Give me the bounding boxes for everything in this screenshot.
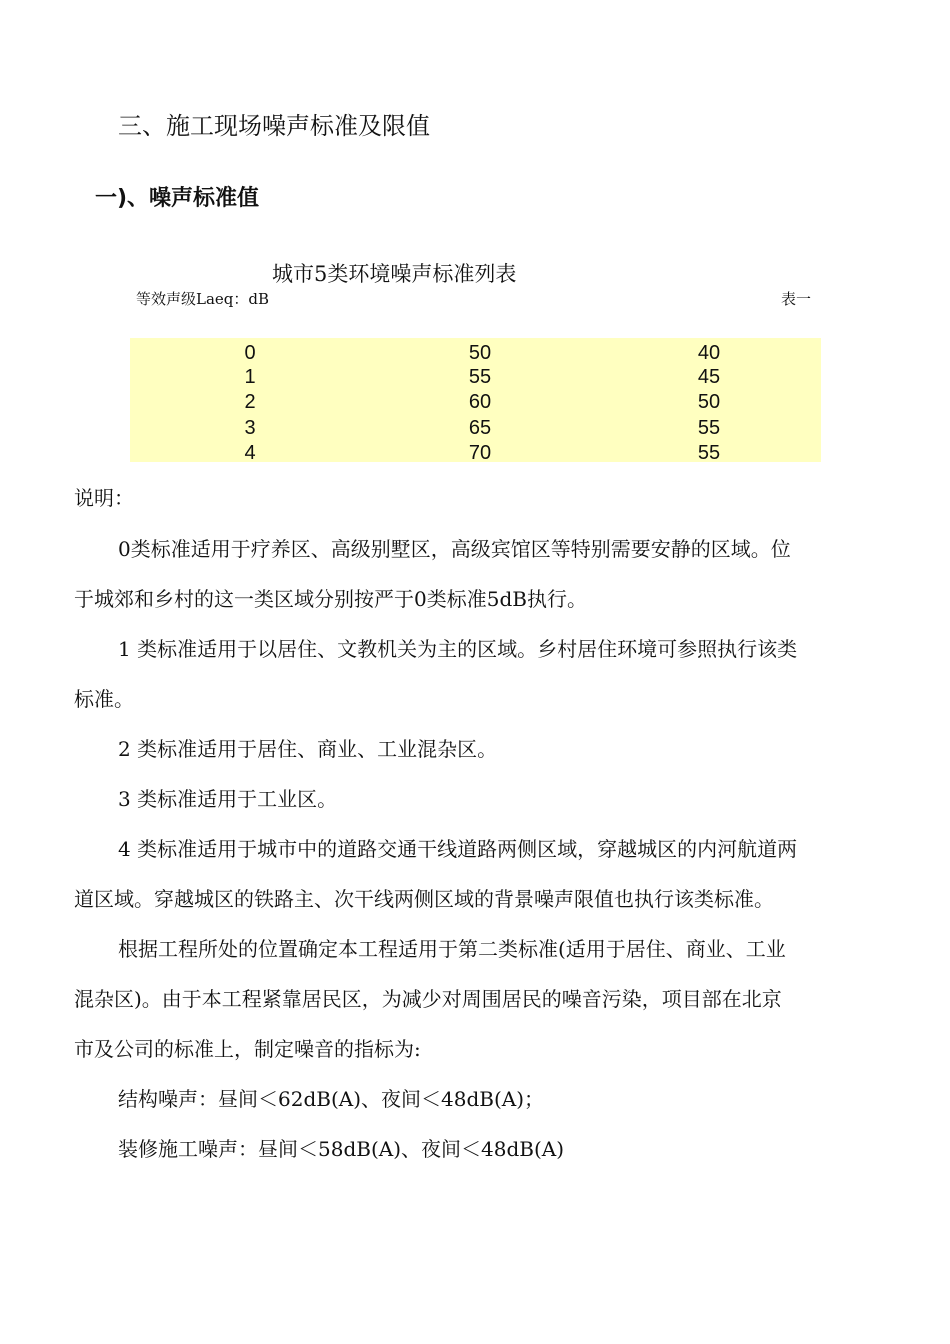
body-line: 3 类标准适用于工业区。 (118, 787, 338, 811)
body-line: 4 类标准适用于城市中的道路交通干线道路两侧区域，穿越城区的内河航道两 (118, 837, 798, 861)
table-row (130, 366, 821, 390)
table-cell-category: 3 (244, 417, 256, 439)
note-label: 说明： (74, 486, 134, 510)
table-row (130, 391, 821, 415)
structure-noise-limit: 结构噪声：昼间＜62dB(A)、夜间＜48dB(A)； (118, 1087, 544, 1111)
section-heading: 三、施工现场噪声标准及限值 (118, 112, 430, 140)
table-caption: 城市5类环境噪声标准列表 (272, 262, 517, 286)
table-row (130, 342, 821, 366)
body-line: 根据工程所处的位置确定本工程适用于第二类标准(适用于居住、商业、工业 (118, 937, 786, 961)
table-cell-night: 55 (697, 442, 721, 464)
noise-standard-table (130, 338, 821, 462)
decoration-noise-limit: 装修施工噪声：昼间＜58dB(A)、夜间＜48dB(A) (118, 1137, 564, 1161)
table-number: 表一 (781, 290, 812, 308)
body-line: 标准。 (74, 687, 134, 711)
table-cell-category: 0 (244, 342, 256, 364)
body-line: 于城郊和乡村的这一类区域分别按严于0类标准5dB执行。 (74, 587, 587, 611)
table-row (130, 417, 821, 441)
body-line: 道区域。穿越城区的铁路主、次干线两侧区域的背景噪声限值也执行该类标准。 (74, 887, 774, 911)
table-cell-category: 1 (244, 366, 256, 388)
table-cell-day: 65 (468, 417, 492, 439)
table-cell-night: 50 (697, 391, 721, 413)
table-cell-category: 2 (244, 391, 256, 413)
body-line: 市及公司的标准上，制定噪音的指标为: (74, 1037, 421, 1061)
table-unit-label: 等效声级Laeq：dB (136, 290, 270, 308)
body-line: 混杂区)。由于本工程紧靠居民区，为减少对周围居民的噪音污染，项目部在北京 (74, 987, 782, 1011)
body-line: 0类标准适用于疗养区、高级别墅区，高级宾馆区等特别需要安静的区域。位 (118, 537, 791, 561)
table-cell-day: 60 (468, 391, 492, 413)
table-cell-day: 70 (468, 442, 492, 464)
table-cell-category: 4 (244, 442, 256, 464)
table-cell-day: 55 (468, 366, 492, 388)
table-cell-night: 55 (697, 417, 721, 439)
subsection-heading: 一)、噪声标准值 (95, 186, 260, 211)
table-cell-night: 45 (697, 366, 721, 388)
body-line: 2 类标准适用于居住、商业、工业混杂区。 (118, 737, 498, 761)
table-row (130, 442, 821, 466)
table-cell-day: 50 (468, 342, 492, 364)
body-line: 1 类标准适用于以居住、文教机关为主的区域。乡村居住环境可参照执行该类 (118, 637, 798, 661)
table-cell-night: 40 (697, 342, 721, 364)
